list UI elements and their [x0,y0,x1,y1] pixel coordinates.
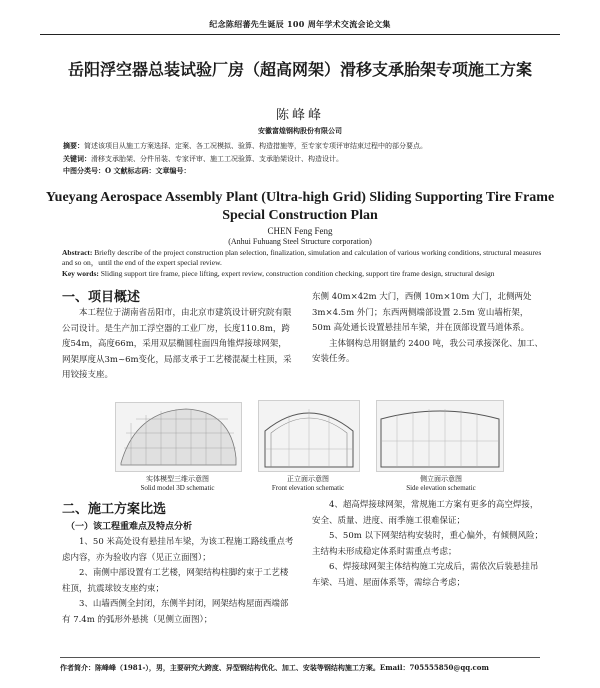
abstract-cn [63,141,543,151]
list-item: 5、50m 以下网架结构安装时，重心偏外，有倾侧风险；主结构未形成稳定体系时需重点考虑； [312,531,543,557]
figure-3d-model [115,402,242,472]
figure-2-caption-en: Front elevation schematic [271,484,345,492]
section-2-left-column [62,535,294,628]
classification-line: 中图分类号：O 文献标志码：文章编号： [63,166,191,175]
figure-side-elevation-drawing [377,401,503,471]
keywords-en [62,269,548,279]
abstract-en-text: Briefly describe of the project construction plan selection, finalization, simulation and calculation of various working conditions, structural measures and so on，until the end of the expert special review. [62,248,542,267]
keywords-cn-label: 关键词： [63,154,91,163]
figure-2-caption [248,475,368,493]
figure-3-caption [376,475,506,493]
list-item: 1、50 米高处设有悬挂吊车梁，为该工程施工路线重点考虑内容，亦为验收内容（见正立面图）； [62,537,294,563]
abstract-cn-label: 摘要： [63,141,84,150]
section-2-subheading: （一）该工程重难点及特点分析 [66,522,193,532]
figure-3d-model-drawing [116,403,241,471]
list-item: 6、焊接球网架主体结构施工完成后，需依次后装悬挂吊车梁、马道、屋面体系等，需综合考虑； [312,562,539,588]
section-1-right-column [312,290,546,368]
section-1-steel-paragraph: 主体钢构总用钢量约 2400 吨，我公司承接深化、加工、安装任务。 [312,338,544,364]
figure-front-elevation [258,400,360,472]
paper-title-cn: 岳阳浮空器总装试验厂房（超高网架）滑移支承胎架专项施工方案 [67,60,532,79]
list-item: 3、山墙西侧全封闭，东侧半封闭，网架结构屋面西端部有 7.4m 的弧形外悬挑（见侧立面图）； [62,599,289,625]
keywords-cn-text: 滑移支承胎架、分件吊装、专家评审、施工工况验算、支承胎架设计、构造设计。 [91,155,343,163]
section-1-doors-paragraph: 东侧 40m×42m 大门，西侧 10m×10m 大门，北侧两处 3m×4.5m 外门；东西两侧端部设置 2.5m 宽山墙桁架，50m 高处通长设置悬挂吊车梁，并在顶部设置马道体系。 [312,292,532,333]
figure-1-caption [110,475,245,493]
running-header: 纪念陈绍蕃先生诞辰 100 周年学术交流会论文集 [209,19,391,29]
figure-1-caption-en: Solid model 3D schematic [140,484,215,492]
list-item: 4、超高焊接球网架，常规施工方案有更多的高空焊接，安全、质量、进度、雨季施工很难保证； [312,500,539,526]
keywords-cn [63,154,543,164]
keywords-en-label: Key words: [62,269,99,278]
affiliation-cn: 安徽富煌钢构股份有限公司 [258,126,342,135]
author-cn: 陈峰峰 [275,108,324,123]
section-2-heading: 二、施工方案比选 [62,502,167,517]
section-1-paragraph: 本工程位于湖南省岳阳市，由北京市建筑设计研究院有限公司设计。是生产加工浮空器的工业厂房，长度110.8m，跨度54m，高度66m，采用双层椭圆柱面四角锥焊接球网架，网架厚度从3m~6m变化，局部支承于工艺楼混凝土柱顶，采用铰接支座。 [62,308,292,380]
section-1-left-column [62,306,294,384]
figure-3-caption-en: Side elevation schematic [406,484,476,492]
author-bio-footnote: 作者简介：陈峰峰（1981-），男，主要研究大跨度、异型钢结构优化、加工、安装等钢结构施工方案。Email：705555850@qq.com [60,663,489,672]
footer-rule [60,657,540,658]
section-1-heading: 一、项目概述 [62,290,141,305]
abstract-en-label: Abstract: [62,248,93,257]
figure-2-caption-cn: 正立面示意图 [287,475,329,483]
affiliation-en: (Anhui Fuhuang Steel Structure corporation) [228,237,372,246]
list-item: 2、南侧中部设置有工艺楼，网架结构柱脚约束于工艺楼柱顶，抗震球铰支座约束； [62,568,289,594]
abstract-en [62,248,548,267]
figure-1-caption-cn: 实体模型三维示意图 [146,475,209,483]
figure-3-caption-cn: 侧立面示意图 [420,475,462,483]
header-rule [40,34,560,35]
figure-front-elevation-drawing [259,401,359,471]
abstract-cn-text: 简述该项目从施工方案选择、定案、各工况模拟、验算、构造措施等，至专家专项评审结束过程中的部分要点。 [84,142,427,150]
section-2-right-column [312,498,546,591]
paper-title-en: Yueyang Aerospace Assembly Plant (Ultra-high Grid) Sliding Supporting Tire Frame Special Construction Plan [45,190,555,223]
keywords-en-text: Sliding support tire frame, piece lifting, expert review, construction condition checking, support tire frame design, structural design [98,269,495,278]
figure-side-elevation [376,400,504,472]
author-en: CHEN Feng Feng [267,226,333,236]
